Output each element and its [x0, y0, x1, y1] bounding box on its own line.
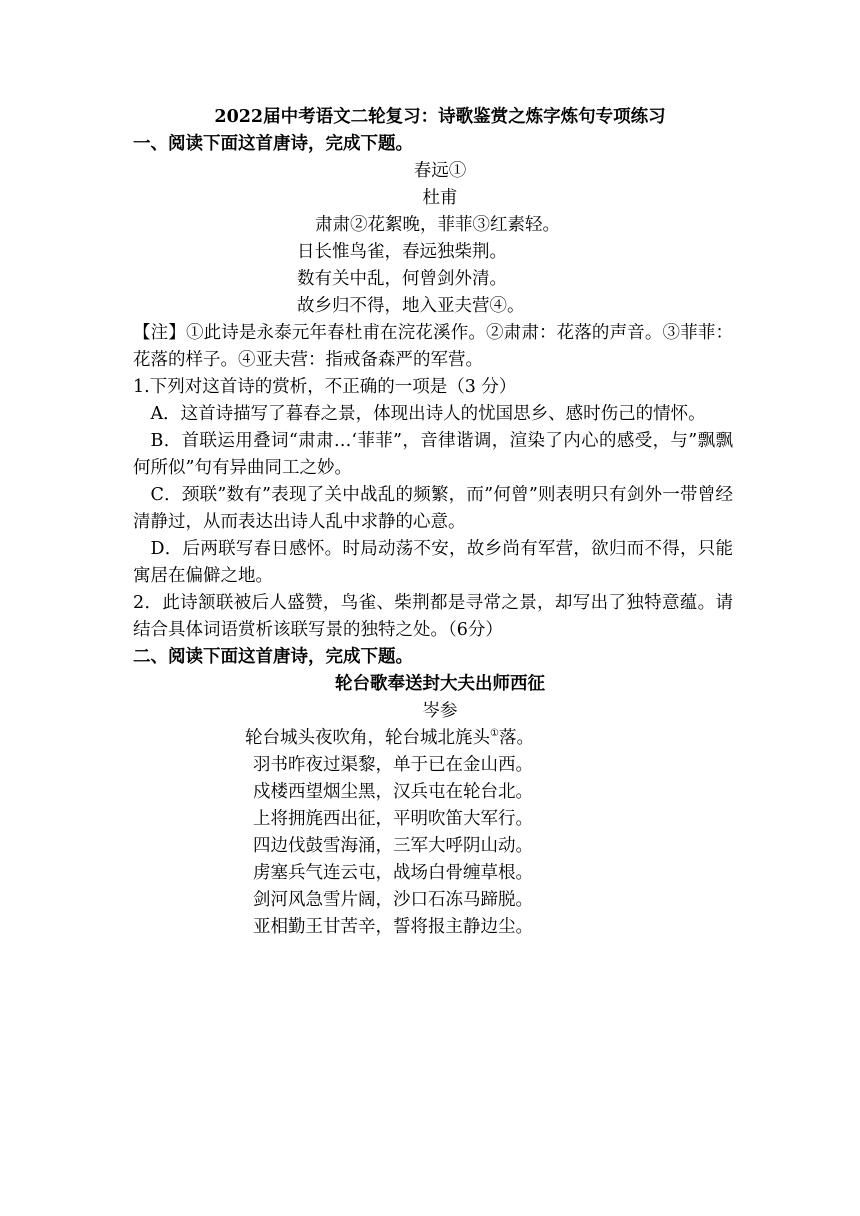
document-page — [133, 104, 733, 941]
poem2-line: 戍楼西望烟尘黑，汉兵屯在轮台北。 — [253, 782, 533, 802]
poem1-title: 春远① — [413, 161, 467, 181]
option-c: C．颈联”数有”表现了关中战乱的频繁，而”何曾”则表明只有剑外一带曾经清静过，从而表达出诗人乱中求静的心意。 — [133, 485, 733, 532]
option-b: B．首联运用叠词“肃肃…‘菲菲”，音律谐调，渲染了内心的感受，与”飘飘何所似”句有异曲同工之妙。 — [133, 431, 733, 478]
poem1-note: 【注】①此诗是永泰元年春杜甫在浣花溪作。②肃肃：花落的声音。③菲菲：花落的样子。④亚夫营：指戒备森严的军营。 — [133, 323, 733, 370]
section1-heading: 一、阅读下面这首唐诗，完成下题。 — [133, 134, 413, 154]
poem1-author: 杜甫 — [422, 188, 458, 208]
poem1-line: 肃肃②花絮晚，菲菲③红素轻。 — [315, 215, 560, 235]
footnote-marker: ① — [490, 728, 499, 740]
poem2-title: 轮台歌奉送封大夫出师西征 — [335, 674, 545, 694]
poem2-line1-text: 轮台城头夜吹角，轮台城北旄头 — [245, 728, 490, 748]
poem1-line: 数有关中乱，何曾剑外清。 — [297, 269, 507, 289]
question-1: 1.下列对这首诗的赏析，不正确的一项是（3 分） — [133, 377, 517, 397]
poem2-line — [133, 725, 733, 752]
poem2-author: 岑参 — [422, 701, 458, 721]
poem2-line: 亚相勤王甘苦辛，誓将报主静边尘。 — [253, 917, 533, 937]
poem2-line: 四边伐鼓雪海涌，三军大呼阴山动。 — [253, 836, 533, 856]
option-d: D．后两联写春日感怀。时局动荡不安，故乡尚有军营，欲归而不得，只能寓居在偏僻之地。 — [133, 539, 733, 586]
poem2-line: 虏塞兵气连云屯，战场白骨缠草根。 — [253, 863, 533, 883]
section2-heading: 二、阅读下面这首唐诗，完成下题。 — [133, 647, 413, 667]
poem1-line: 日长惟鸟雀，春远独柴荆。 — [297, 242, 507, 262]
poem2-line1-end: 落。 — [498, 728, 534, 748]
poem2-line: 上将拥旄西出征，平明吹笛大军行。 — [253, 809, 533, 829]
document-title: 2022届中考语文二轮复习：诗歌鉴赏之炼字炼句专项练习 — [214, 107, 666, 127]
option-a: A．这首诗描写了暮春之景，体现出诗人的忧国思乡、感时伤己的情怀。 — [150, 404, 706, 424]
question-2: 2．此诗颔联被后人盛赞，鸟雀、柴荆都是寻常之景，却写出了独特意蕴。请结合具体词语赏析该联写景的独特之处。（6分） — [133, 593, 733, 640]
poem2-line: 剑河风急雪片阔，沙口石冻马蹄脱。 — [253, 890, 533, 910]
poem2-line: 羽书昨夜过渠黎，单于已在金山西。 — [253, 755, 533, 775]
poem1-line: 故乡归不得，地入亚夫营④。 — [297, 296, 525, 316]
